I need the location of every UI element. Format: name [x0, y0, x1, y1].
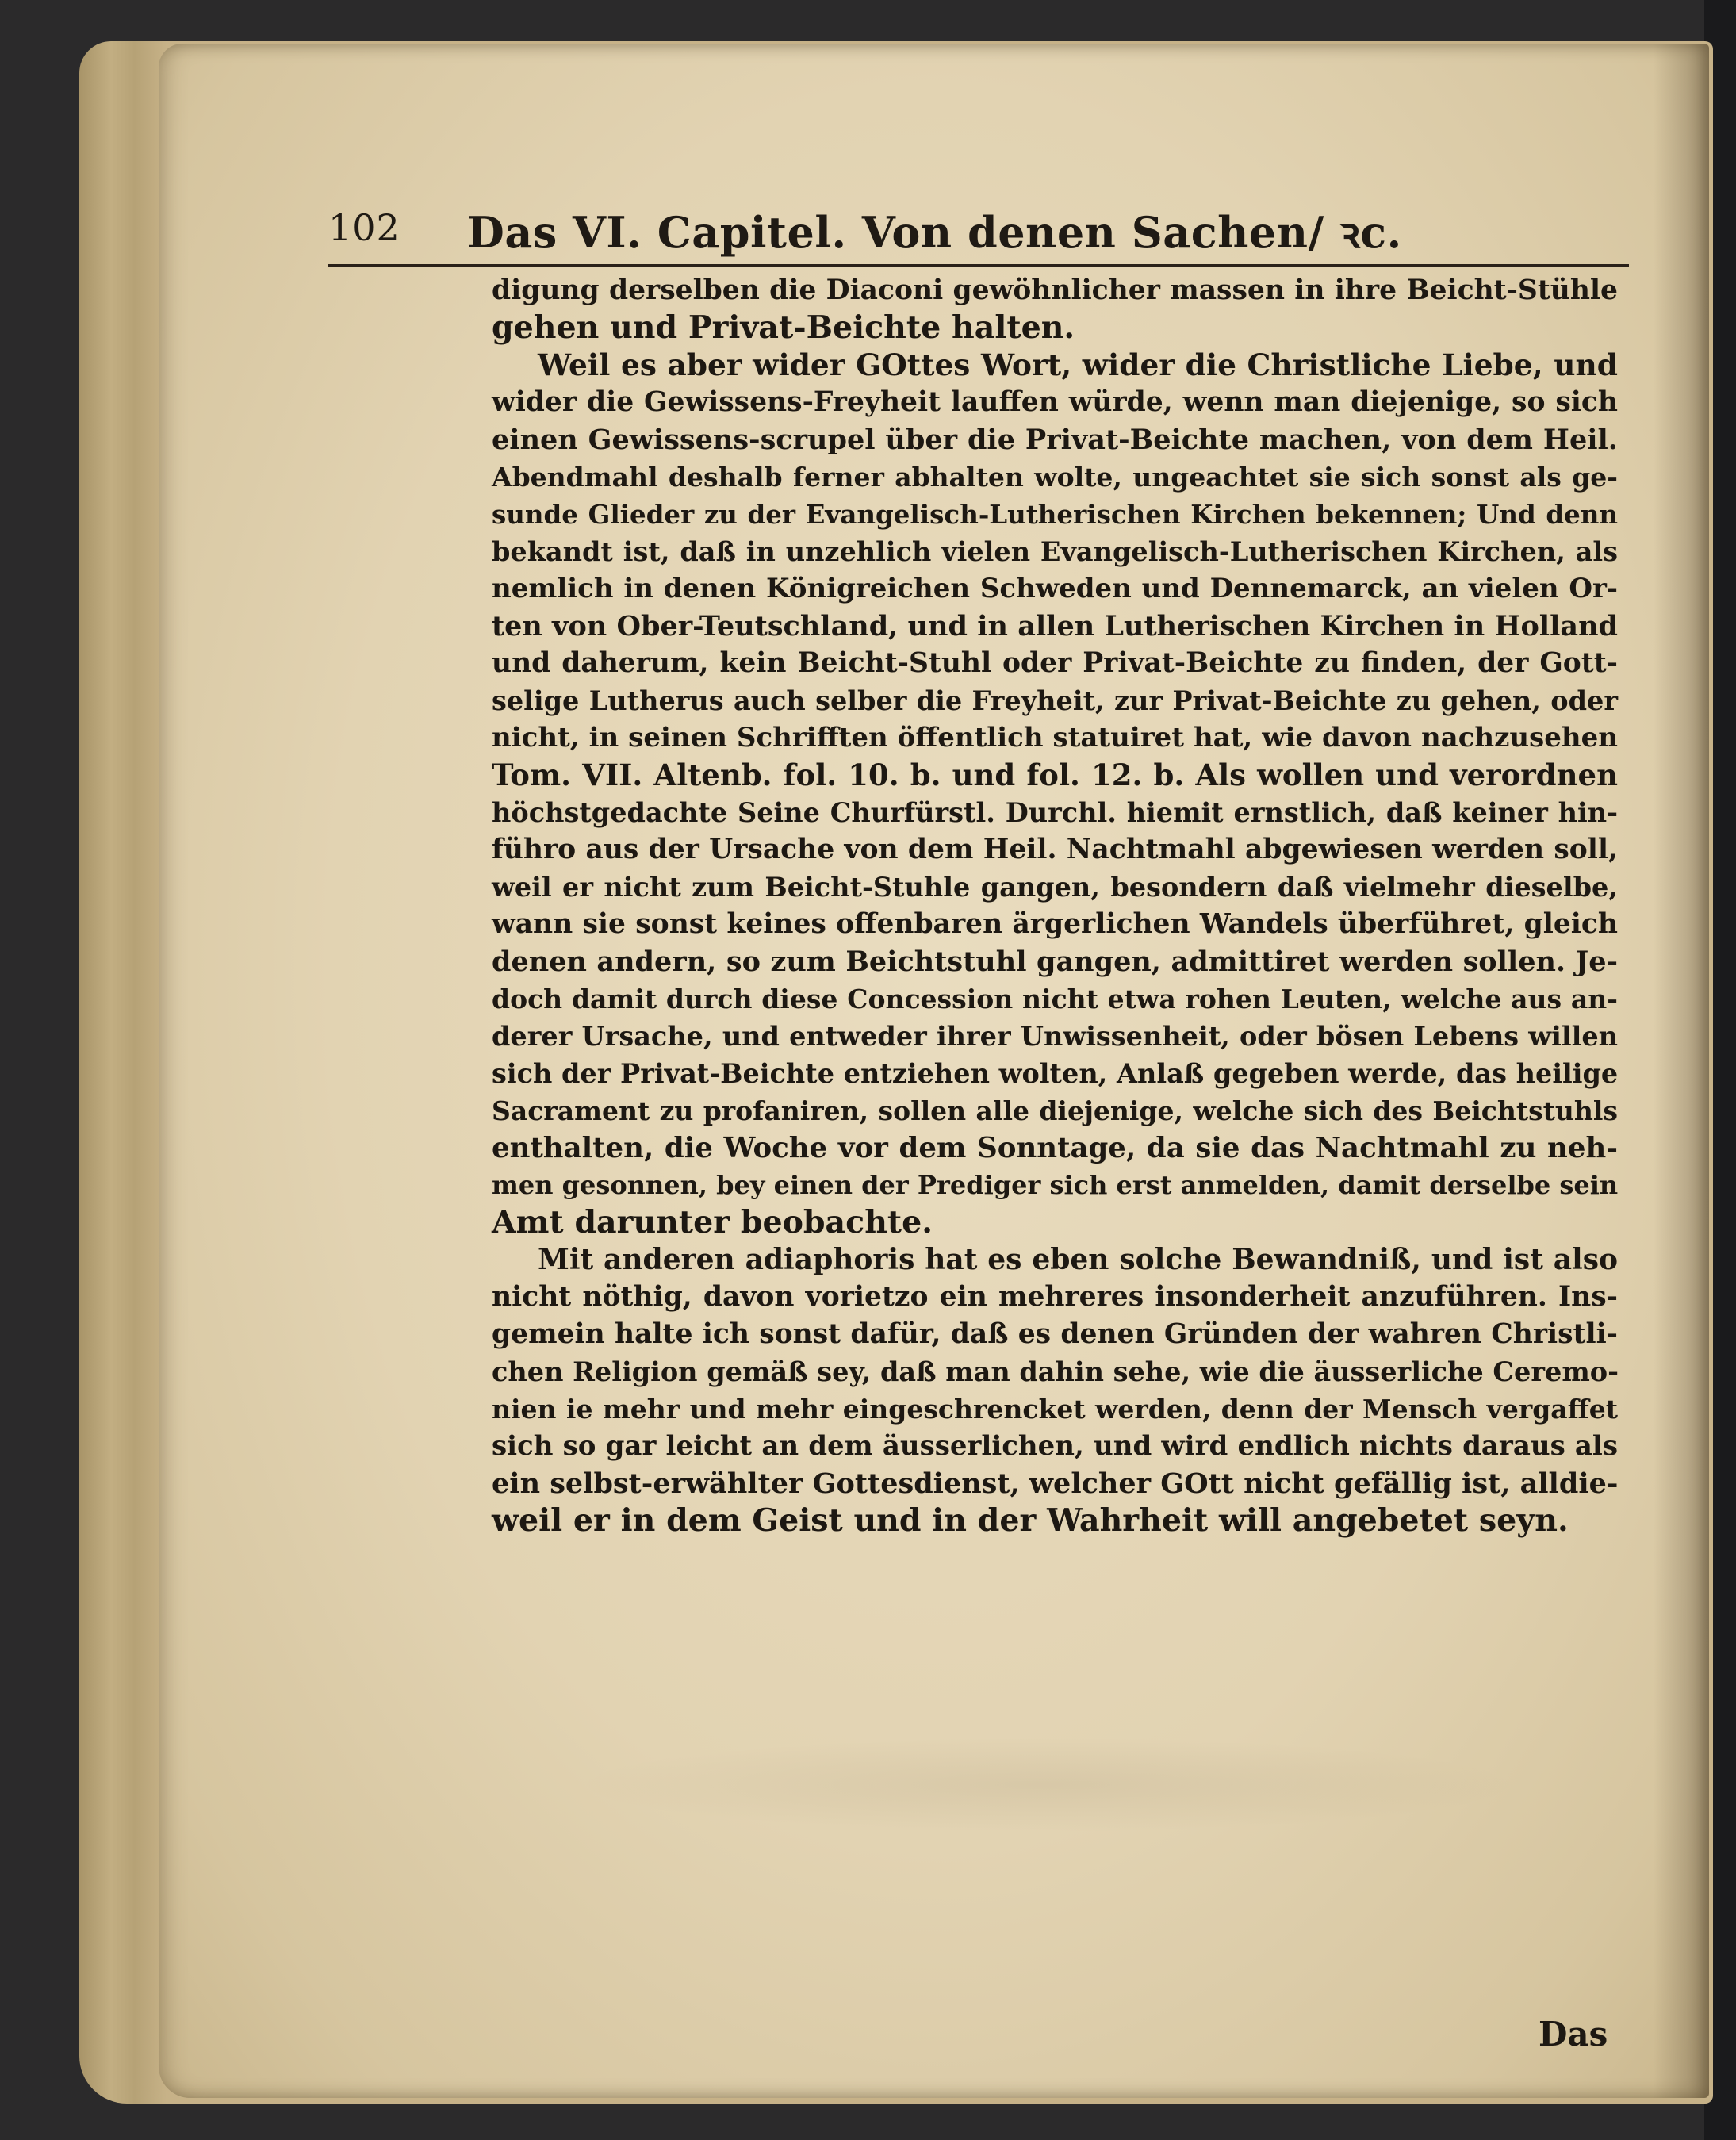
text-line: chen Religion gemäß sey, daß man dahin sehe, wie die äusserliche Ceremo-	[492, 1356, 1619, 1387]
body-text	[492, 272, 1618, 1540]
text-line: selige Lutherus auch selber die Freyheit, zur Privat-Beichte zu gehen, oder	[492, 685, 1618, 716]
text-line: ein selbst-erwählter Gottesdienst, welcher GOtt nicht gefällig ist, alldie-	[492, 1467, 1619, 1500]
paper-stain	[571, 1737, 1523, 1832]
text-line: weil er in dem Geist und in der Wahrheit will angebetet seyn.	[492, 1502, 1569, 1539]
text-line: men gesonnen, bey einen der Prediger sich erst anmelden, damit derselbe sein	[492, 1170, 1619, 1200]
text-line: und daherum, kein Beicht-Stuhl oder Privat-Beichte zu finden, der Gott-	[492, 647, 1618, 679]
text-line: nicht nöthig, davon vorietzo ein mehreres insonderheit anzuführen. Ins-	[492, 1281, 1618, 1313]
text-line: Sacrament zu profaniren, sollen alle diejenige, welche sich des Beichtstuhls	[492, 1095, 1618, 1126]
text-line: sich der Privat-Beichte entziehen wolten, Anlaß gegeben werde, das heilige	[492, 1058, 1619, 1089]
text-line: ten von Ober-Teutschland, und in allen Lutherischen Kirchen in Holland	[492, 610, 1618, 642]
text-line: höchstgedachte Seine Churfürstl. Durchl. hiemit ernstlich, daß keiner hin-	[492, 797, 1618, 828]
catchword: Das	[1539, 2015, 1608, 2054]
text-line: doch damit durch diese Concession nicht etwa rohen Leuten, welche aus an-	[492, 984, 1618, 1014]
text-line: Abendmahl deshalb ferner abhalten wolte, ungeachtet sie sich sonst als ge-	[492, 462, 1618, 493]
text-line: einen Gewissens-scrupel über die Privat-Beichte machen, von dem Heil.	[492, 424, 1618, 456]
page-number: 102	[328, 206, 400, 249]
text-line: Amt darunter beobachte.	[492, 1204, 933, 1241]
text-line: Weil es aber wider GOttes Wort, wider die Christliche Liebe, und	[538, 347, 1618, 382]
text-line: gehen und Privat-Beichte halten.	[492, 309, 1075, 346]
text-line: gemein halte ich sonst dafür, daß es denen Gründen der wahren Christli-	[492, 1318, 1618, 1350]
running-head: Das VI. Capitel. Von denen Sachen/ ꝛc.	[467, 207, 1402, 258]
text-line: weil er nicht zum Beicht-Stuhle gangen, besondern daß vielmehr dieselbe,	[492, 872, 1618, 903]
text-line: nemlich in denen Königreichen Schweden und Dennemarck, an vielen Or-	[492, 573, 1618, 604]
text-line: nien ie mehr und mehr eingeschrencket werden, denn der Mensch vergaffet	[492, 1394, 1618, 1425]
header-rule	[328, 264, 1629, 267]
text-line: Mit anderen adiaphoris hat es eben solche Bewandniß, und ist also	[538, 1243, 1618, 1276]
gutter-shadow	[1654, 44, 1709, 2098]
text-line: führo aus der Ursache von dem Heil. Nachtmahl abgewiesen werden soll,	[492, 834, 1618, 865]
text-line: nicht, in seinen Schrifften öffentlich statuiret hat, wie davon nachzusehen	[492, 722, 1618, 754]
text-line: Tom. VII. Altenb. fol. 10. b. und fol. 12. b. Als wollen und verordnen	[492, 757, 1618, 792]
page-header	[328, 201, 1625, 259]
text-line: derer Ursache, und entweder ihrer Unwissenheit, oder bösen Lebens willen	[492, 1021, 1618, 1052]
text-line: wider die Gewissens-Freyheit lauffen würde, wenn man diejenige, so sich	[492, 386, 1618, 418]
text-line: sich so gar leicht an dem äusserlichen, und wird endlich nichts daraus als	[492, 1430, 1618, 1462]
text-line: wann sie sonst keines offenbaren ärgerlichen Wandels überführet, gleich	[492, 908, 1618, 940]
text-line: enthalten, die Woche vor dem Sonntage, da sie das Nachtmahl zu neh-	[492, 1132, 1618, 1164]
text-line: digung derselben die Diaconi gewöhnlicher massen in ihre Beicht-Stühle	[492, 274, 1618, 306]
text-line: sunde Glieder zu der Evangelisch-Lutherischen Kirchen bekennen; Und denn	[492, 499, 1618, 530]
text-line: bekandt ist, daß in unzehlich vielen Evangelisch-Lutherischen Kirchen, als	[492, 536, 1618, 567]
text-line: denen andern, so zum Beichtstuhl gangen, admittiret werden sollen. Je-	[492, 945, 1618, 978]
